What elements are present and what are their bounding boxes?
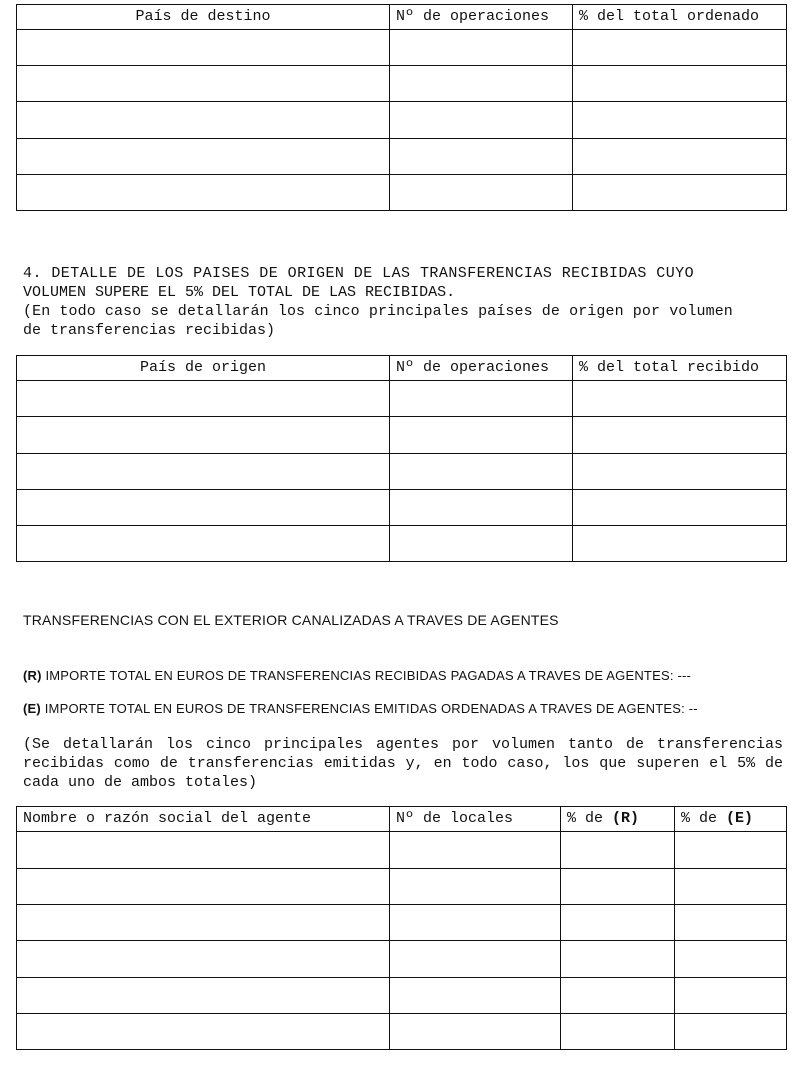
table-row [17,102,787,139]
header-pct-total-ordenado: % del total ordenado [573,5,787,30]
agente-cell[interactable] [17,1014,390,1050]
agentes-note: (Se detallarán los cinco principales agentes por volumen tanto de transferencias recibidas como de transferencias emitidas y, en todo caso, los que superen el 5% de cada uno de ambos totales) [23,736,783,791]
agente-cell[interactable] [17,869,390,905]
table-row [17,417,787,454]
header-nombre-agente: Nombre o razón social del agente [17,807,390,832]
header-pais-origen: País de origen [17,356,390,381]
agente-cell[interactable] [675,905,787,941]
destino-cell[interactable] [573,139,787,175]
origen-cell[interactable] [573,490,787,526]
table-header-row [17,5,787,30]
importe-recibidas-line [23,668,691,683]
importe-recibidas-text: IMPORTE TOTAL EN EUROS DE TRANSFERENCIAS RECIBIDAS PAGADAS A TRAVES DE AGENTES: --- [45,668,692,683]
table-row [17,381,787,417]
section4-note-line2: de transferencias recibidas) [23,322,276,339]
origen-cell[interactable] [17,417,390,454]
agente-cell[interactable] [390,1014,561,1050]
agente-cell[interactable] [17,832,390,869]
header-pct-r-tag: (R) [612,810,640,827]
header-pct-r-prefix: % de [567,810,604,827]
table-row [17,30,787,66]
origen-cell[interactable] [17,526,390,562]
table-row [17,454,787,490]
section4-heading-line1: 4. DETALLE DE LOS PAISES DE ORIGEN DE LAS TRANSFERENCIAS RECIBIDAS CUYO [23,265,695,282]
agents-table [16,806,787,1050]
agente-cell[interactable] [675,869,787,905]
destino-cell[interactable] [390,30,573,66]
origin-countries-table [16,355,787,562]
table-row [17,869,787,905]
origen-cell[interactable] [573,417,787,454]
agente-cell[interactable] [390,905,561,941]
origen-cell[interactable] [17,381,390,417]
origen-cell[interactable] [390,490,573,526]
destino-cell[interactable] [573,30,787,66]
destino-cell[interactable] [390,175,573,211]
section4-heading-line2: VOLUMEN SUPERE EL 5% DEL TOTAL DE LAS RECIBIDAS. [23,284,456,301]
agente-cell[interactable] [675,1014,787,1050]
table-row [17,139,787,175]
header-num-locales: Nº de locales [390,807,561,832]
origen-cell[interactable] [17,454,390,490]
agente-cell[interactable] [561,941,675,978]
agente-cell[interactable] [561,1014,675,1050]
agente-cell[interactable] [390,978,561,1014]
destino-cell[interactable] [390,139,573,175]
destino-cell[interactable] [17,175,390,211]
table-row [17,66,787,102]
origen-cell[interactable] [573,381,787,417]
agente-cell[interactable] [390,869,561,905]
header-pct-total-recibido: % del total recibido [573,356,787,381]
origen-cell[interactable] [573,454,787,490]
importe-emitidas-line [23,701,698,716]
header-pct-r [561,807,675,832]
header-num-operaciones: Nº de operaciones [390,5,573,30]
origen-cell[interactable] [573,526,787,562]
destino-cell[interactable] [390,102,573,139]
agente-cell[interactable] [561,869,675,905]
agente-cell[interactable] [561,905,675,941]
agente-cell[interactable] [390,832,561,869]
table-row [17,941,787,978]
destino-cell[interactable] [573,66,787,102]
destino-cell[interactable] [390,66,573,102]
importe-emitidas-text: IMPORTE TOTAL EN EUROS DE TRANSFERENCIAS EMITIDAS ORDENADAS A TRAVES DE AGENTES: -- [44,701,698,716]
table-row [17,978,787,1014]
e-tag: (E) [23,701,41,716]
header-num-operaciones: Nº de operaciones [390,356,573,381]
table-header-row [17,356,787,381]
agente-cell[interactable] [561,978,675,1014]
destino-cell[interactable] [17,66,390,102]
header-pct-e-tag: (E) [726,810,754,827]
table-row [17,175,787,211]
table-row [17,905,787,941]
table-row [17,526,787,562]
agentes-section-title: TRANSFERENCIAS CON EL EXTERIOR CANALIZADAS A TRAVES DE AGENTES [23,612,559,628]
r-tag: (R) [23,668,42,683]
origen-cell[interactable] [390,381,573,417]
agente-cell[interactable] [675,832,787,869]
agente-cell[interactable] [17,905,390,941]
origen-cell[interactable] [390,454,573,490]
origen-cell[interactable] [390,526,573,562]
section4-note-line1: (En todo caso se detallarán los cinco principales países de origen por volumen [23,303,733,320]
header-pct-e-prefix: % de [681,810,718,827]
origen-cell[interactable] [390,417,573,454]
destino-cell[interactable] [17,139,390,175]
destino-cell[interactable] [17,102,390,139]
agente-cell[interactable] [675,941,787,978]
agente-cell[interactable] [675,978,787,1014]
table-row [17,490,787,526]
agente-cell[interactable] [17,978,390,1014]
agente-cell[interactable] [17,941,390,978]
agente-cell[interactable] [561,832,675,869]
destino-cell[interactable] [573,175,787,211]
table-row [17,1014,787,1050]
table-row [17,832,787,869]
agente-cell[interactable] [390,941,561,978]
destination-countries-table [16,4,787,211]
destino-cell[interactable] [573,102,787,139]
destino-cell[interactable] [17,30,390,66]
header-pct-e [675,807,787,832]
header-pais-destino: País de destino [17,5,390,30]
origen-cell[interactable] [17,490,390,526]
table-header-row [17,807,787,832]
